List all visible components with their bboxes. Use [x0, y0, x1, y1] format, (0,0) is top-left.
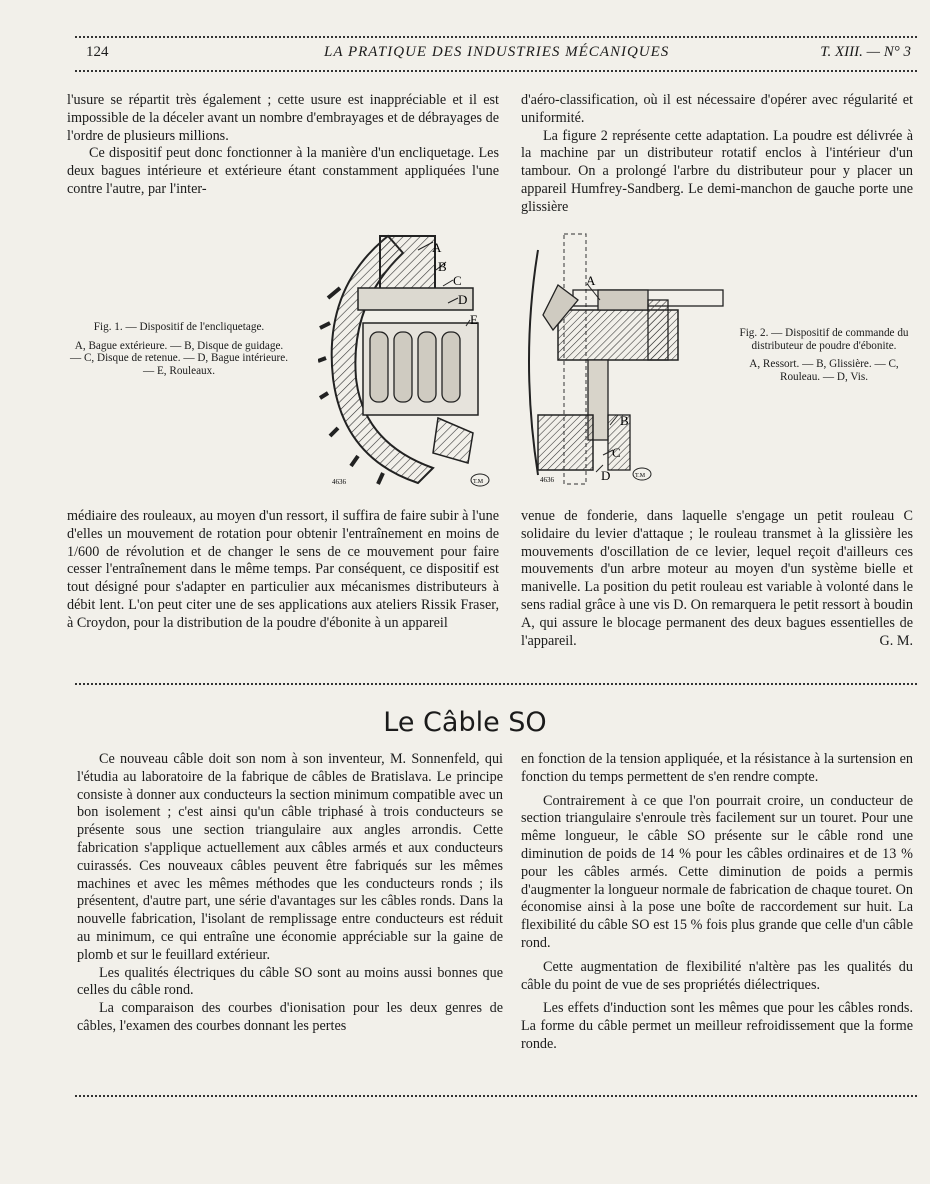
figure1-label-a: A [432, 240, 442, 255]
paragraph: d'aéro-classification, où il est nécessaire d'opérer avec régularité et uniformité. [521, 92, 913, 126]
paragraph: l'usure se répartit très également ; cette usure est inappréciable et il est impossible de la déceler avant un nombre d'embrayages et de débrayages de l'ordre de plusieurs millions. [67, 92, 499, 144]
paragraph: Ce nouveau câble doit son nom à son inventeur, M. Sonnenfeld, qui l'étudia au laboratoire de la fabrique de câbles de Bratislava. Le principe consiste à donner aux conducteurs la section minimum compatible avec un bon isolement ; c'est ainsi qu'un câble triphasé à trois conducteurs se présente sous une section triangulaire aux angles arrondis. Cette fabrication s'applique actuellement aux câbles armés et aux conducteurs cuirassés. Ces nouveaux câbles peuvent être fabriqués sur les mêmes machines et avec les mêmes méthodes que les conducteurs ronds ; ils présentent, d'autre part, une série d'avantages sur les câbles ronds. Dans la nouvelle fabrication, l'isolant de remplissage entre conducteurs est réduit au minimum, ce qui entraîne une économie appréciable sur la gaine de plomb et sur le feuillard extérieur. [77, 751, 503, 963]
article1-left-top [67, 92, 499, 199]
paragraph: La comparaison des courbes d'ionisation pour les deux genres de câbles, l'examen des courbes donnant les pertes [77, 1000, 503, 1034]
figure1-stamp: T.M [473, 479, 484, 485]
figure2-legend: A, Ressort. — B, Glissière. — C, Rouleau. — D, Vis. [749, 358, 899, 383]
paragraph-text: venue de fonderie, dans laquelle s'engage un petit rouleau C solidaire du levier d'attaque ; le rouleau transmet à la glissière les mouvements d'oscillation de ce levier, lequel reçoit d'ailleurs ces mouvements d'un arbre moteur au moyen d'un système bielle et manivelle. La position du petit rouleau est variable à volonté dans le sens radial grâce à une vis D. On remarquera le petit ressort à boudin A, qui assure le blocage permanent des deux bagues essentielles de l'appareil. [521, 508, 913, 649]
volume-number: T. XIII. — N° 3 [820, 44, 911, 60]
paragraph: Cette augmentation de flexibilité n'altère pas les qualités du câble du point de vue de ses propriétés diélectriques. [521, 958, 913, 993]
figure1-legend: A, Bague extérieure. — B, Disque de guidage. — C, Disque de retenue. — D, Bague intérieure. — E, Rouleaux. [69, 339, 289, 377]
page-header [86, 44, 921, 66]
figure1-label-e: E [470, 312, 478, 327]
article2-left-column [77, 751, 503, 1036]
figure2-drawing [518, 230, 733, 490]
figure2-caption-block [735, 327, 913, 383]
paragraph: La figure 2 représente cette adaptation. La poudre est délivrée à la machine par un distributeur rotatif enclos à l'intérieur d'un tambour. On a prolongé l'arbre du distributeur pour y placer un appareil Humfrey-Sandberg. Le demi-manchon de gauche porte une glissière [521, 127, 913, 215]
article2-right-column [521, 751, 913, 1054]
paragraph: Ce dispositif peut donc fonctionner à la manière d'un encliquetage. Les deux bagues intérieure et extérieure étant constamment appliquées l'une contre l'autre, par l'inter- [67, 145, 499, 197]
article1-right-top [521, 92, 913, 217]
paragraph: en fonction de la tension appliquée, et la résistance à la surtension en fonction du temps permettent de s'en rendre compte. [521, 751, 913, 785]
figure1-caption: Fig. 1. — Dispositif de l'encliquetage. [93, 321, 265, 333]
article1-left-bottom [67, 508, 499, 633]
section-rule [75, 683, 917, 685]
figure2-label-d: D [601, 468, 611, 483]
header-rule [75, 70, 917, 72]
paragraph: Les qualités électriques du câble SO sont au moins aussi bonnes que celles du câble rond. [77, 964, 503, 999]
figure1-drawing [318, 228, 498, 490]
figure2-plate-number: 4636 [540, 476, 554, 484]
figure1-label-c: C [453, 273, 462, 288]
author-signature: G. M. [879, 632, 913, 649]
figure2-label-c: C [612, 445, 621, 460]
figure2-caption: Fig. 2. — Dispositif de commande du distributeur de poudre d'ébonite. [739, 327, 909, 352]
top-rule [75, 36, 917, 38]
bottom-rule [75, 1095, 917, 1097]
figure1-caption-block [68, 321, 290, 377]
figure2-label-a: A [586, 273, 596, 288]
figure1-label-b: B [438, 259, 447, 274]
paragraph: Contrairement à ce que l'on pourrait croire, un conducteur de section triangulaire s'enroule très facilement sur un touret. Pour une même longueur, le câble SO présente sur le câble rond une diminution de poids de 14 % pour les câbles ordinaires et de 13 % pour les câbles armés. Cette diminution de poids a permis d'augmenter la longueur normale de fabrication de chaque touret. On économise ainsi à la pose une boîte de raccordement sur huit. La flexibilité du câble SO est 15 % fois plus grande que celle d'un câble rond. [521, 792, 913, 951]
article1-right-bottom [521, 508, 913, 650]
page-number: 124 [86, 44, 109, 60]
paragraph: médiaire des rouleaux, au moyen d'un ressort, il suffira de faire subir à l'une d'elles un mouvement de rotation pour obtenir l'entraînement en moins de 1/600 de révolution et de changer le sens de ce mouvement pour faire cesser l'entraînement dans le même temps. Par conséquent, ce dispositif est tout désigné pour s'adapter en particulier aux mécanismes distributeurs à débit lent. L'on peut citer une de ses applications aux ateliers Rissik Fraser, à Croydon, pour la distribution de la poudre d'ébonite à un appareil [67, 508, 499, 631]
paragraph [521, 508, 913, 650]
journal-title: LA PRATIQUE DES INDUSTRIES MÉCANIQUES [324, 44, 670, 60]
article2-title: Le Câble SO [383, 707, 547, 738]
paragraph: Les effets d'induction sont les mêmes que pour les câbles ronds. La forme du câble permet un meilleur refroidissement que la forme ronde. [521, 1000, 913, 1052]
figure2-label-b: B [620, 413, 629, 428]
figure1-plate-number: 4636 [332, 478, 346, 486]
figure2-stamp: T.M [635, 473, 646, 479]
figure1-label-d: D [458, 292, 468, 307]
